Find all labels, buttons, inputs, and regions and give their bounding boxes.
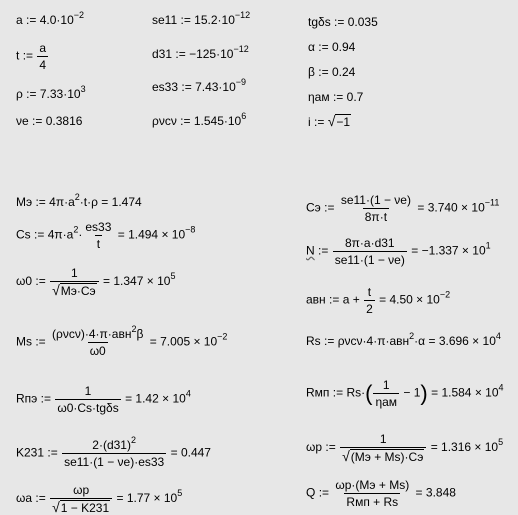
eq-Me[interactable]: Mэ := $4\pi\cdot a^2\cdot t\cdot\rho = 1.474$	[16, 192, 142, 209]
eq-Cs[interactable]: Cs := $4\pi\cdot a^2\cdot$ $\frac{es33}{t}$ = $1.494 \times 10^{-8}$	[16, 220, 196, 251]
eq-Ce[interactable]: Cэ := $\frac{se11\cdot(1 - \nu e)}{8\pi\cdot t}$ = $3.740 \times 10^{-11}$	[306, 193, 500, 224]
def-tgds[interactable]: tgδs := 0.035	[308, 15, 378, 29]
eq-wp[interactable]: ωp := 1 √ (Mэ + Ms)·Cэ = $1.316 \times 10^5$	[306, 432, 504, 464]
def-rvcv[interactable]: ρνcν := $1.545\cdot 10^6$	[152, 111, 247, 128]
eq-Rpe[interactable]: Rпэ := 1 ω0·Cs·tgδs = $1.42 \times 10^4$	[16, 384, 191, 415]
eq-Q[interactable]: Q := ωp·(Mэ + Ms) Rмп + Rs = 3.848	[306, 478, 456, 509]
eq-Rmp[interactable]: Rмп := Rs·( 1 ηам − $1) = 1.584 \times 10^4$	[306, 378, 504, 409]
eq-K231[interactable]: K231 := $\frac{2\cdot(d31)^2}{se11\cdot(1 - \nu e)\cdot es33}$ = 0.447	[16, 435, 211, 469]
eq-N[interactable]: N := $\frac{8\pi\cdot a\cdot d31}{se11\cdot(1 - \nu e)}$ = $-1.337 \times 10^1$	[306, 236, 491, 267]
sqrt: √ −1	[327, 113, 351, 129]
def-t[interactable]: t := $\frac{a}{4}$	[16, 41, 47, 72]
eq-w0[interactable]: ω0 := 1 √ Mэ·Cэ = $1.347 \times 10^5$	[16, 266, 176, 298]
def-eta[interactable]: ηам := 0.7	[308, 90, 364, 104]
def-beta[interactable]: β := 0.24	[308, 65, 356, 79]
def-se11[interactable]: se11 := $15.2\cdot 10^{-12}$	[152, 10, 251, 27]
def-rho[interactable]: ρ := $7.33\cdot 10^3$	[16, 84, 86, 101]
eq-Ms[interactable]: Ms := (ρνcν)·4·π·aвн$^2$β ω0 = $7.005 \times 10^{-2}$	[16, 324, 228, 358]
eq-Rs[interactable]: Rs := $\rho\nu c\nu\cdot 4\cdot\pi\cdot aвн^2\cdot\alpha = 3.696 \times 10^4$	[306, 331, 501, 348]
def-es33[interactable]: es33 := $7.43\cdot 10^{-9}$	[152, 77, 247, 94]
def-alpha[interactable]: α := 0.94	[308, 40, 356, 54]
fraction: $\frac{a}{4}$	[39, 41, 47, 72]
def-a[interactable]: a := $4.0\cdot 10^{-2}$	[16, 10, 85, 27]
eq-avn[interactable]: aвн := a + $\frac{t}{2}$ = $4.50 \times 10^{-2}$	[306, 285, 451, 316]
eq-wa[interactable]: ωa := ωp √ 1 − K231 = $1.77 \times 10^5$	[16, 483, 183, 515]
def-d31[interactable]: d31 := $-125\cdot 10^{-12}$	[152, 44, 249, 61]
def-nu[interactable]: νe := 0.3816	[16, 114, 83, 128]
def-i[interactable]: i := √ −1	[308, 113, 351, 129]
